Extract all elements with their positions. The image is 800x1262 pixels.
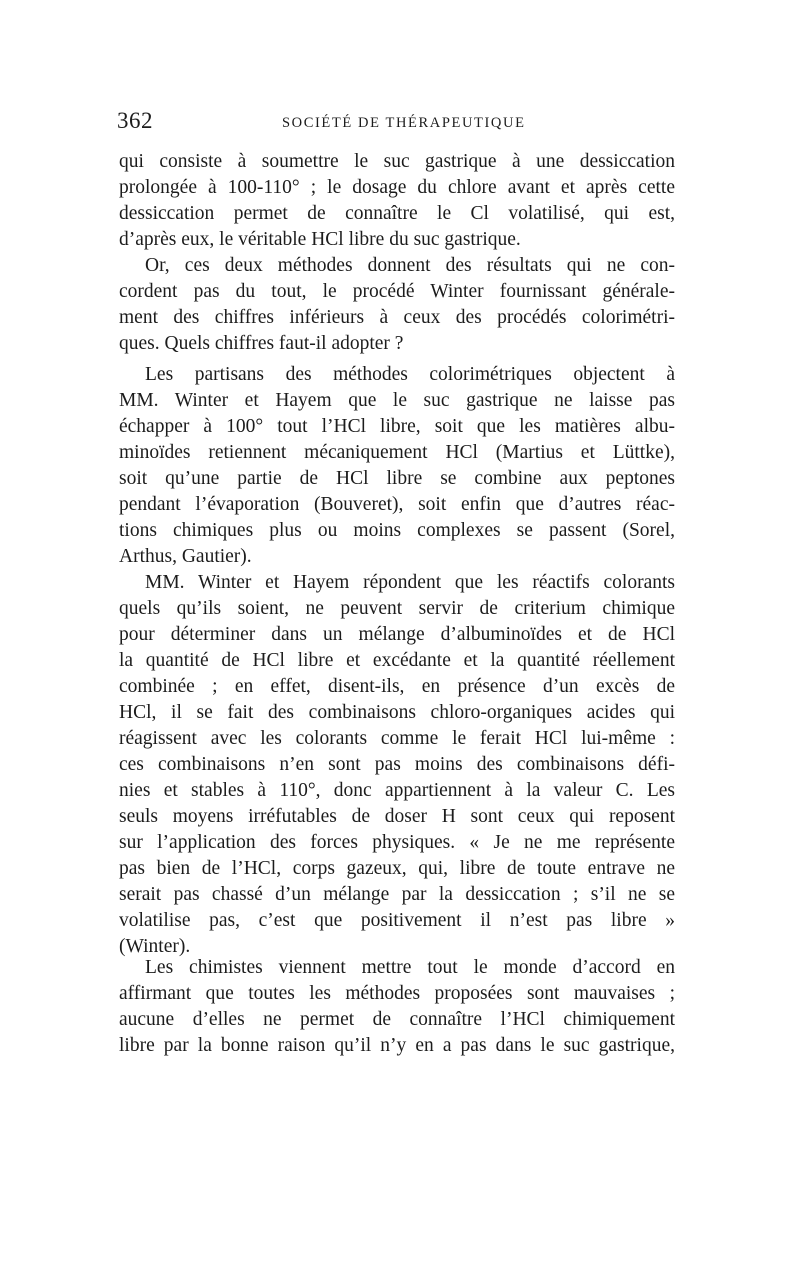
paragraph-first-line: MM. Winter et Hayem répondent que les réactifs colorants xyxy=(145,572,675,593)
page-number: 362 xyxy=(117,108,153,133)
text-line: la quantité de HCl libre et excédante et la quantité réellement xyxy=(119,650,675,671)
text-line: serait pas chassé d’un mélange par la dessiccation ; s’il ne se xyxy=(119,884,675,905)
text-line: nies et stables à 110°, donc appartiennent à la valeur C. Les xyxy=(119,780,675,801)
text-line: d’après eux, le véritable HCl libre du suc gastrique. xyxy=(119,229,521,250)
text-line: HCl, il se fait des combinaisons chloro-organiques acides qui xyxy=(119,702,675,723)
text-line: (Winter). xyxy=(119,936,191,957)
text-line: cordent pas du tout, le procédé Winter fournissant générale- xyxy=(119,281,675,302)
text-line: libre par la bonne raison qu’il n’y en a pas dans le suc gastrique, xyxy=(119,1035,675,1056)
text-line: pendant l’évaporation (Bouveret), soit enfin que d’autres réac- xyxy=(119,494,675,515)
text-line: dessiccation permet de connaître le Cl volatilisé, qui est, xyxy=(119,203,675,224)
text-line: soit qu’une partie de HCl libre se combine aux peptones xyxy=(119,468,675,489)
text-line: réagissent avec les colorants comme le ferait HCl lui-même : xyxy=(119,728,675,749)
text-line: affirmant que toutes les méthodes proposées sont mauvaises ; xyxy=(119,983,675,1004)
text-line: aucune d’elles ne permet de connaître l’HCl chimiquement xyxy=(119,1009,675,1030)
text-line: sur l’application des forces physiques. « Je ne me représente xyxy=(119,832,675,853)
text-line: pour déterminer dans un mélange d’albuminoïdes et de HCl xyxy=(119,624,675,645)
text-line: minoïdes retiennent mécaniquement HCl (Martius et Lüttke), xyxy=(119,442,675,463)
text-line: ques. Quels chiffres faut-il adopter ? xyxy=(119,333,404,354)
running-title: SOCIÉTÉ DE THÉRAPEUTIQUE xyxy=(282,115,526,131)
text-line: Arthus, Gautier). xyxy=(119,546,252,567)
text-line: prolongée à 100-110° ; le dosage du chlore avant et après cette xyxy=(119,177,675,198)
text-line: quels qu’ils soient, ne peuvent servir de criterium chimique xyxy=(119,598,675,619)
text-line: ces combinaisons n’en sont pas moins des combinaisons défi- xyxy=(119,754,675,775)
paragraph-first-line: Les partisans des méthodes colorimétriques objectent à xyxy=(145,364,675,385)
text-line: volatilise pas, c’est que positivement il n’est pas libre » xyxy=(119,910,675,931)
paragraph-first-line: Or, ces deux méthodes donnent des résultats qui ne con- xyxy=(145,255,675,276)
text-line: ment des chiffres inférieurs à ceux des procédés colorimétri- xyxy=(119,307,675,328)
text-line: échapper à 100° tout l’HCl libre, soit que les matières albu- xyxy=(119,416,675,437)
text-line: MM. Winter et Hayem que le suc gastrique ne laisse pas xyxy=(119,390,675,411)
text-line: tions chimiques plus ou moins complexes se passent (Sorel, xyxy=(119,520,675,541)
text-line: seuls moyens irréfutables de doser H sont ceux qui reposent xyxy=(119,806,675,827)
paragraph-first-line: Les chimistes viennent mettre tout le monde d’accord en xyxy=(145,957,675,978)
text-line: pas bien de l’HCl, corps gazeux, qui, libre de toute entrave ne xyxy=(119,858,675,879)
text-line: combinée ; en effet, disent-ils, en présence d’un excès de xyxy=(119,676,675,697)
page-header xyxy=(117,108,675,140)
text-line: qui consiste à soumettre le suc gastrique à une dessiccation xyxy=(119,151,675,172)
